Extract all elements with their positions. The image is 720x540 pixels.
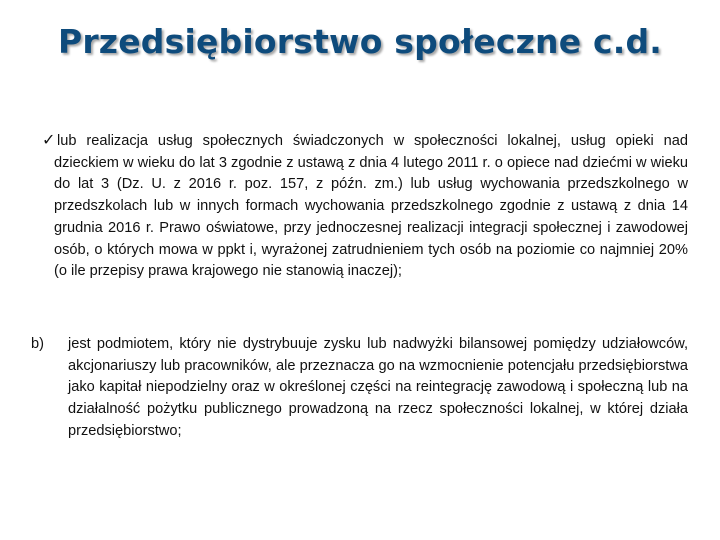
paragraph-checked-item [54, 131, 688, 283]
list-marker-b: b) [31, 336, 44, 352]
paragraph-item-b: jest podmiotem, który nie dystrybuuje zysku lub nadwyżki bilansowej pomiędzy udziałowców, akcjonariuszy lub pracowników, ale przeznacza go na wzmocnienie potencjału przedsiębiorstwa jako kapitał niepodzielny oraz w określonej części na reintegrację zawodową i społeczną lub na działalność pożytku publicznego prowadzoną na rzecz społeczności lokalnej, w której działa przedsiębiorstwo; [68, 336, 688, 439]
paragraph-checked-item-text: lub realizacja usług społecznych świadczonych w społeczności lokalnej, usług opieki nad dzieckiem w wieku do lat 3 zgodnie z ustawą z dnia 4 lutego 2011 r. o opiece nad dziećmi w wieku do lat 3 (Dz. U. z 2016 r. poz. 157, z późn. zm.) lub usług wychowania przedszkolnego w przedszkolach lub w innych formach wychowania przedszkolnego zgodnie z ustawą z dnia 14 grudnia 2016 r. Prawo oświatowe, przy jednoczesnej realizacji integracji społecznej i zawodowej osób, o których mowa w ppkt i, wyrażonej zatrudnieniem tych osób na poziomie co najmniej 20% (o ile przepisy prawa krajowego nie stanowią inaczej); [54, 133, 688, 280]
slide-title: Przedsiębiorstwo społeczne c.d. [57, 22, 663, 61]
checkmark-icon: ✓ [42, 130, 56, 149]
